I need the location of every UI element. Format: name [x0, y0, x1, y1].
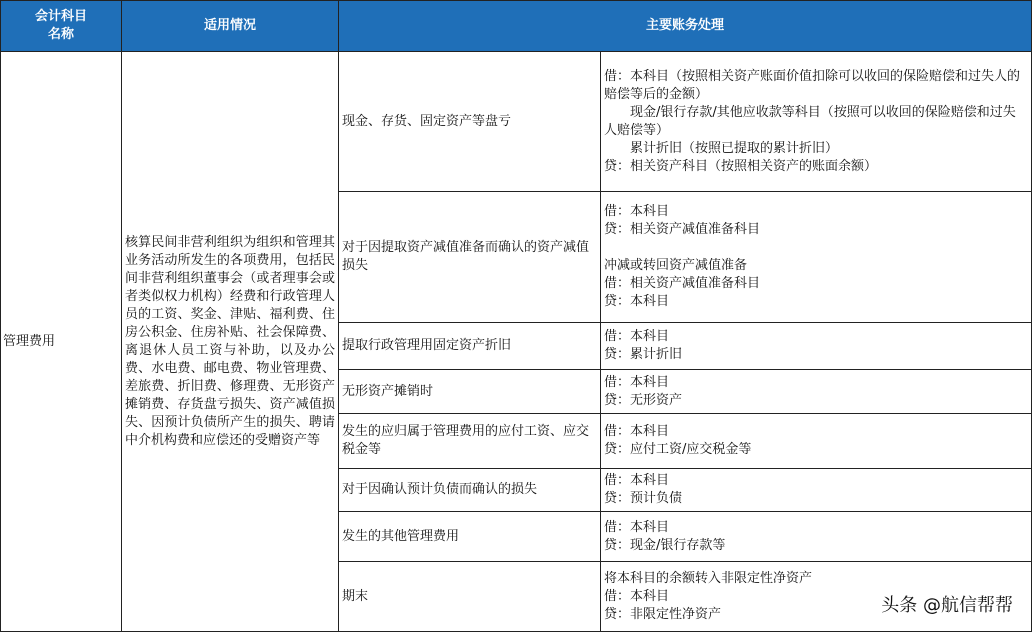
- entry-line: 借：本科目: [604, 588, 670, 604]
- entry-cell: [601, 323, 1032, 370]
- case-cell: 对于因确认预计负债而确认的损失: [339, 469, 601, 512]
- entry-line: 贷：非限定性净资产: [604, 606, 722, 622]
- entry-line: 贷：累计折旧: [604, 347, 683, 362]
- header-account-name: 会计科目 名称: [1, 1, 122, 52]
- header-main-entries: 主要账务处理: [339, 1, 1032, 52]
- entry-line: 现金/银行存款/其他应收款等科目（按照可以收回的保险赔偿和过失人赔偿等）: [604, 104, 1016, 138]
- entry-line: 贷：无形资产: [604, 392, 683, 408]
- entry-cell: [601, 370, 1032, 414]
- entry-spacer: [604, 239, 1028, 257]
- entry-cell: [601, 52, 1032, 192]
- entry-line: 将本科目的余额转入非限定性净资产: [604, 570, 813, 586]
- case-cell: 提取行政管理用固定资产折旧: [339, 323, 601, 370]
- entry-line: 借：本科目: [604, 519, 670, 535]
- table-row: [1, 52, 1032, 192]
- header-scope: 适用情况: [122, 1, 339, 52]
- entry-line: 贷：现金/银行存款等: [604, 537, 726, 553]
- entry-cell: [601, 469, 1032, 512]
- entry-line: 借：本科目: [604, 204, 670, 219]
- case-cell: 对于因提取资产减值准备而确认的资产减值损失: [339, 192, 601, 323]
- entry-line: 贷：相关资产科目（按照相关资产的账面余额）: [604, 158, 878, 174]
- entry-line: 累计折旧（按照已提取的累计折旧）: [604, 140, 839, 156]
- entry-line: 贷：本科目: [604, 294, 670, 309]
- entry-line: 借：本科目: [604, 329, 670, 344]
- entry-line: 贷：预计负债: [604, 491, 683, 506]
- entry-cell: [601, 414, 1032, 469]
- entry-line: 冲减或转回资产减值准备: [604, 258, 748, 273]
- case-cell: 无形资产摊销时: [339, 370, 601, 414]
- entry-line: 借：本科目: [604, 424, 670, 439]
- account-name-cell: 管理费用: [1, 52, 122, 632]
- case-cell: 发生的应归属于管理费用的应付工资、应交税金等: [339, 414, 601, 469]
- case-cell: 发生的其他管理费用: [339, 512, 601, 562]
- scope-cell: 核算民间非营利组织为组织和管理其业务活动所发生的各项费用，包括民间非营利组织董事会（或者理事会或者类似权力机构）经费和行政管理人员的工资、奖金、津贴、福利费、住房公积金、住房补贴、社会保障费、离退休人员工资与补助，以及办公费、水电费、邮电费、物业管理费、差旅费、折旧费、修理费、无形资产摊销费、存货盘亏损失、资产减值损失、因预计负债所产生的损失、聘请中介机构费和应偿还的受赠资产等: [122, 52, 339, 632]
- entry-line: 贷：应付工资/应交税金等: [604, 442, 752, 457]
- entry-line: 借：相关资产减值准备科目: [604, 276, 761, 291]
- case-cell: 现金、存货、固定资产等盘亏: [339, 52, 601, 192]
- entry-cell: [601, 192, 1032, 323]
- entry-line: 借：本科目: [604, 374, 670, 390]
- entry-line: 借：本科目: [604, 473, 670, 488]
- entry-line: 贷：相关资产减值准备科目: [604, 222, 761, 237]
- table-header-row: [1, 1, 1032, 52]
- entry-cell: [601, 512, 1032, 562]
- entry-line: 借：本科目（按照相关资产账面价值扣除可以收回的保险赔偿和过失人的赔偿等后的金额）: [604, 68, 1021, 102]
- watermark: 头条 @航信帮帮: [881, 595, 1013, 616]
- table-body: [1, 52, 1032, 632]
- case-cell: 期末: [339, 562, 601, 632]
